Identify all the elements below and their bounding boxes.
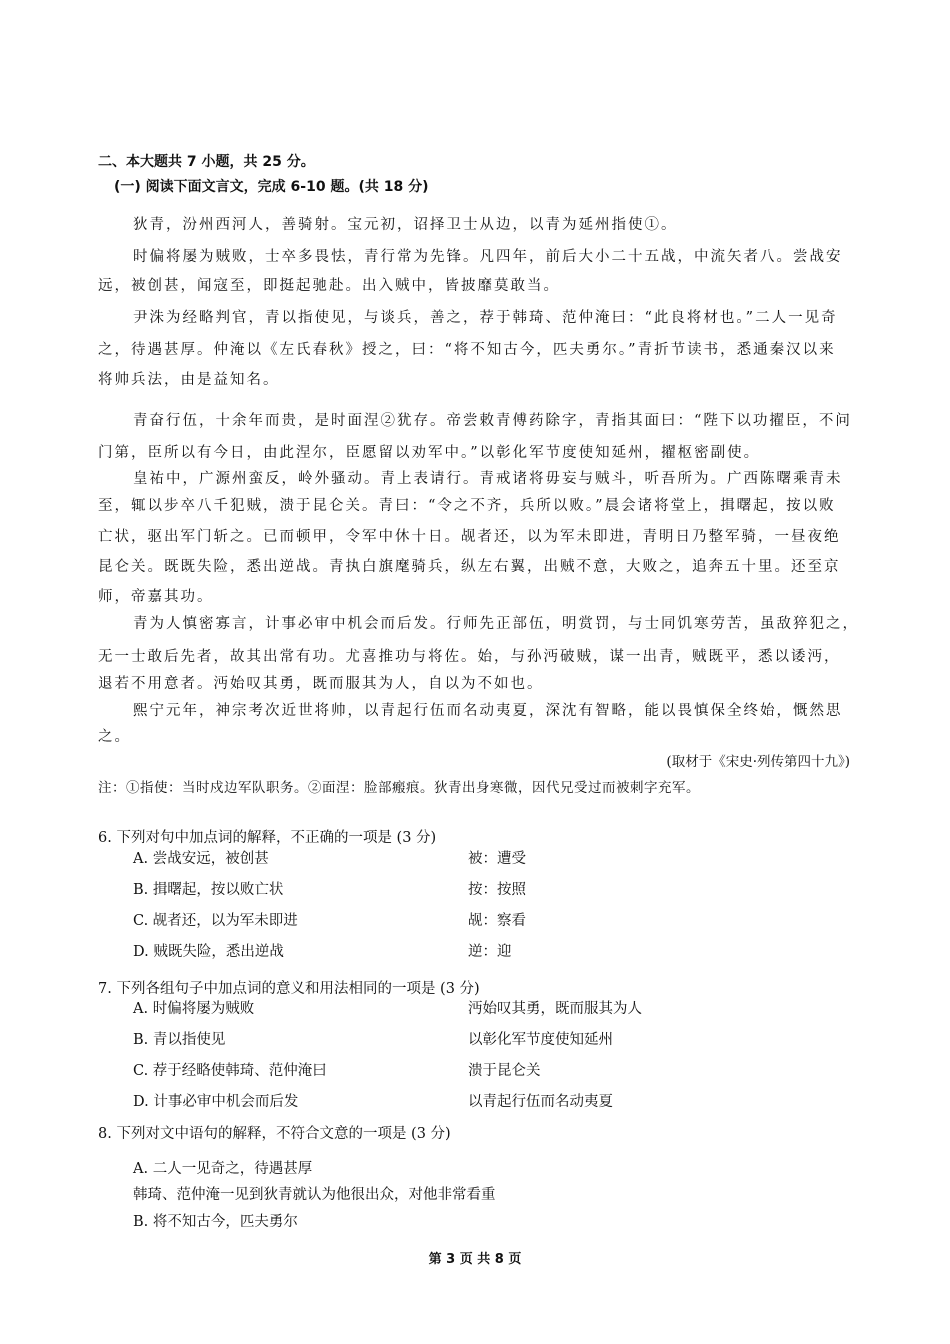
passage-line: 之。 <box>98 729 131 745</box>
option-left: A. 时偏将屡为贼败 <box>133 1001 255 1017</box>
question-stem: 7. 下列各组句子中加点词的意义和用法相同的一项是 (3 分) <box>98 981 480 997</box>
option-line: A. 二人一见奇之，待遇甚厚 <box>133 1161 313 1177</box>
page-footer: 第 3 页 共 8 页 <box>428 1252 522 1267</box>
option-left: B. 青以指使见 <box>133 1032 226 1048</box>
option-left: C. 觇者还，以为军未即进 <box>133 913 298 929</box>
option-right: 以彰化军节度使知延州 <box>468 1032 613 1048</box>
passage-line: 亡状，驱出军门斩之。已而顿甲，令军中休十日。觇者还，以为军未即进，青明日乃整军骑，一昼夜绝 <box>98 529 841 545</box>
passage-line: 尹洙为经略判官，青以指使见，与谈兵，善之，荐于韩琦、范仲淹曰：“此良将材也。”二人一见奇 <box>133 310 838 326</box>
option-right: 被：遭受 <box>468 851 526 867</box>
footnote: 注：①指使：当时戍边军队职务。②面涅：脸部瘢痕。狄青出身寒微，因代兄受过而被刺字充军。 <box>98 780 700 796</box>
option-left: B. 揖曙起，按以败亡状 <box>133 882 284 898</box>
passage-line: 退若不用意者。沔始叹其勇，既而服其为人，自以为不如也。 <box>98 676 544 692</box>
passage-line: 青奋行伍，十余年而贵，是时面涅②犹存。帝尝敕青傅药除字，青指其面曰：“陛下以功擢臣，不问 <box>133 413 852 429</box>
option-right: 按：按照 <box>468 882 526 898</box>
option-left: A. 尝战安远，被创甚 <box>133 851 269 867</box>
option-right: 觇：察看 <box>468 913 526 929</box>
passage-line: 之，待遇甚厚。仲淹以《左氏春秋》授之，曰：“将不知古今，匹夫勇尔。”青折节读书，悉通秦汉以来 <box>98 342 836 358</box>
section-title: 二、本大题共 7 小题，共 25 分。 <box>98 154 315 170</box>
option-right: 溃于昆仑关 <box>468 1063 541 1079</box>
option-left: D. 计事必审中机会而后发 <box>133 1094 299 1110</box>
option-line: B. 将不知古今，匹夫勇尔 <box>133 1214 298 1230</box>
option-right: 逆：迎 <box>468 944 512 960</box>
passage-line: 将帅兵法，由是益知名。 <box>98 372 280 388</box>
passage-line: 远，被创甚，闻寇至，即挺起驰赴。出入贼中，皆披靡莫敢当。 <box>98 278 560 294</box>
question-stem: 8. 下列对文中语句的解释，不符合文意的一项是 (3 分) <box>98 1126 451 1142</box>
passage-line: 昆仑关。既既失险，悉出逆战。青执白旗麾骑兵，纵左右翼，出贼不意，大败之，追奔五十里。还至京 <box>98 559 841 575</box>
passage-line: 师，帝嘉其功。 <box>98 589 214 605</box>
passage-line: 时偏将屡为贼败，士卒多畏怯，青行常为先锋。凡四年，前后大小二十五战，中流矢者八。尝战安 <box>133 249 843 265</box>
passage-line: 无一士敢后先者，故其出常有功。尤喜推功与将佐。始，与孙沔破贼，谋一出青，贼既平，悉以诿沔， <box>98 649 841 665</box>
option-right: 以青起行伍而名动夷夏 <box>468 1094 613 1110</box>
option-line: 韩琦、范仲淹一见到狄青就认为他很出众，对他非常看重 <box>133 1187 496 1203</box>
source-citation: (取材于《宋史·列传第四十九》) <box>666 754 850 770</box>
passage-line: 狄青，汾州西河人，善骑射。宝元初，诏择卫士从边，以青为延州指使①。 <box>133 217 678 233</box>
passage-line: 青为人慎密寡言，计事必审中机会而后发。行师先正部伍，明赏罚，与士同饥寒劳苦，虽敌猝犯之， <box>133 616 859 632</box>
passage-line: 皇祐中，广源州蛮反，岭外骚动。青上表请行。青戒诸将毋妄与贼斗，听吾所为。广西陈曙乘青未 <box>133 471 843 487</box>
passage-line: 门第，臣所以有今日，由此涅尔，臣愿留以劝军中。”以彰化军节度使知延州，擢枢密副使。 <box>98 445 761 461</box>
passage-line: 熙宁元年，神宗考次近世将帅，以青起行伍而名动夷夏，深沈有智略，能以畏慎保全终始，慨然思 <box>133 703 843 719</box>
option-right: 沔始叹其勇，既而服其为人 <box>468 1001 642 1017</box>
passage-line: 至，辄以步卒八千犯贼，溃于昆仑关。青曰：“令之不齐，兵所以败。”晨会诸将堂上，揖曙起，按以败 <box>98 498 836 514</box>
subsection-title: (一) 阅读下面文言文，完成 6-10 题。(共 18 分) <box>114 179 429 195</box>
option-left: C. 荐于经略使韩琦、范仲淹曰 <box>133 1063 327 1079</box>
question-stem: 6. 下列对句中加点词的解释，不正确的一项是 (3 分) <box>98 830 437 846</box>
option-left: D. 贼既失险，悉出逆战 <box>133 944 284 960</box>
